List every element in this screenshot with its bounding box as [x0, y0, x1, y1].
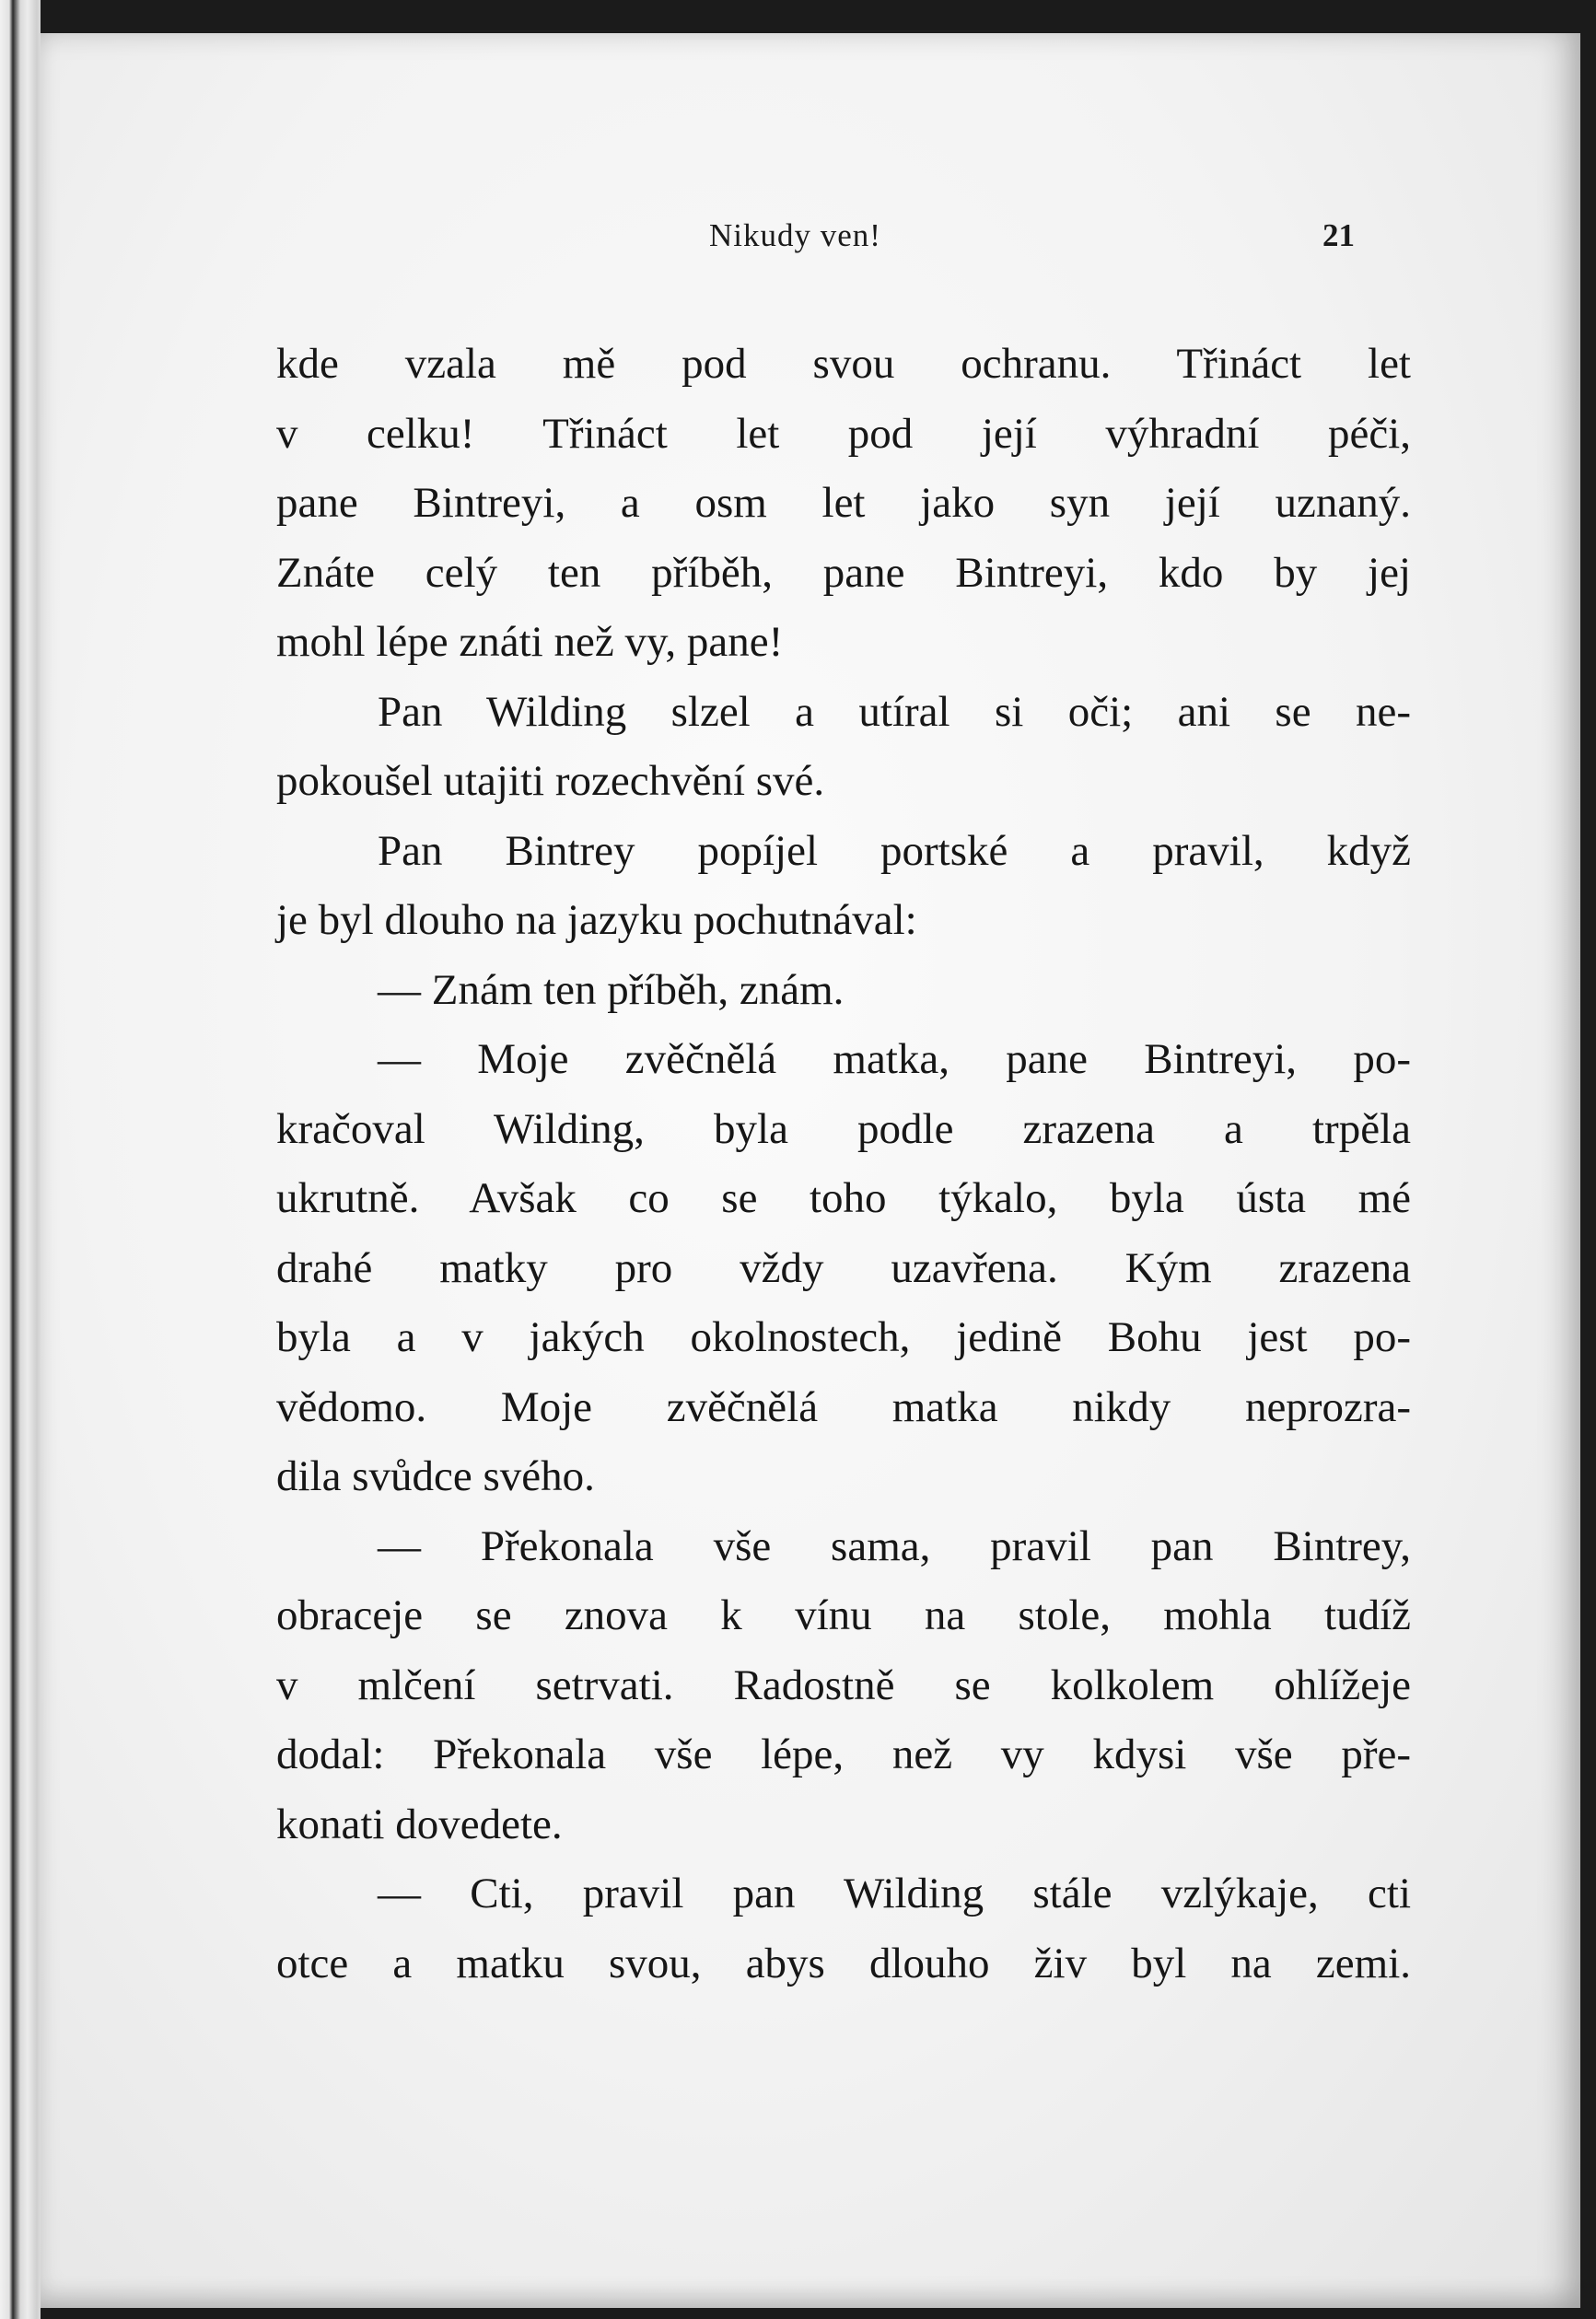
text-line: otce a matku svou, abys dlouho živ byl na zemi. [276, 1939, 1411, 1987]
text-line: — Znám ten příběh, znám. [378, 965, 845, 1014]
text-line: ukrutně. Avšak co se toho týkalo, byla ústa mé [276, 1174, 1411, 1222]
text-line: v celku! Třináct let pod její výhradní péči, [276, 409, 1411, 458]
text-line: Pan Wilding slzel a utíral si oči; ani se ne- [378, 687, 1411, 736]
text-line: — Překonala vše sama, pravil pan Bintrey, [378, 1521, 1411, 1570]
text-line: obraceje se znova k vínu na stole, mohla tudíž [276, 1591, 1411, 1639]
text-line: je byl dlouho na jazyku pochutnával: [276, 896, 917, 944]
text-line: dila svůdce svého. [276, 1452, 595, 1500]
text-line: konati dovedete. [276, 1800, 563, 1848]
text-line: byla a v jakých okolnostech, jedině Bohu jest po- [276, 1313, 1411, 1361]
text-line: kde vzala mě pod svou ochranu. Třináct let [276, 340, 1411, 388]
text-line: v mlčení setrvati. Radostně se kolkolem ohlížeje [276, 1661, 1411, 1709]
text-line: pane Bintreyi, a osm let jako syn její uznaný. [276, 479, 1411, 527]
text-line: mohl lépe znáti než vy, pane! [276, 618, 784, 666]
text-line: — Cti, pravil pan Wilding stále vzlýkaje, cti [378, 1870, 1411, 1917]
text-line: — Moje zvěčnělá matka, pane Bintreyi, po- [378, 1035, 1411, 1083]
text-line: drahé matky pro vždy uzavřena. Kým zrazena [276, 1243, 1411, 1292]
book-page [41, 33, 1580, 2308]
body-text [276, 330, 1411, 1999]
text-line: Znáte celý ten příběh, pane Bintreyi, kdo by jej [276, 548, 1411, 597]
page-number: 21 [1322, 217, 1355, 253]
text-line: kračoval Wilding, byla podle zrazena a trpěla [276, 1104, 1411, 1153]
running-title: Nikudy ven! [709, 217, 881, 253]
text-line: pokoušel utajiti rozechvění své. [276, 757, 825, 805]
text-line: dodal: Překonala vše lépe, než vy kdysi vše pře- [276, 1731, 1411, 1778]
text-line: vědomo. Moje zvěčnělá matka nikdy neprozra- [276, 1382, 1411, 1431]
running-head [41, 190, 1580, 253]
binding-edge [0, 0, 41, 2319]
text-line: Pan Bintrey popíjel portské a pravil, když [378, 826, 1411, 875]
